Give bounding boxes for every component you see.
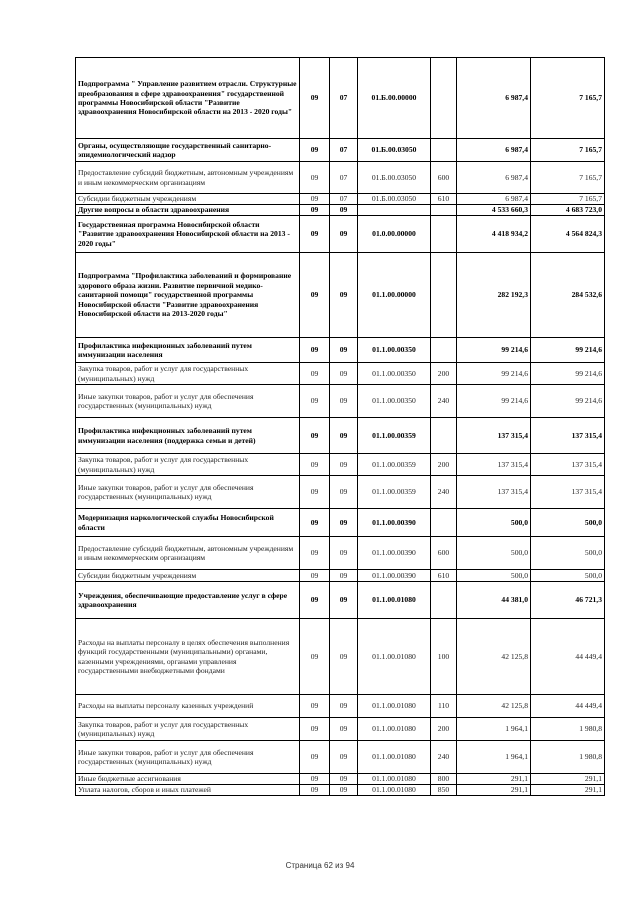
cell-name: Предоставление субсидий бюджетным, автономным учреждениям и иным некоммерческим организациям — [76, 537, 300, 570]
cell-amount-year2: 1 980,8 — [531, 718, 605, 741]
cell-section: 09 — [300, 194, 330, 205]
page-footer — [0, 861, 640, 870]
cell-amount-year2: 500,0 — [531, 570, 605, 582]
cell-amount-year1: 99 214,6 — [457, 363, 531, 385]
cell-section: 09 — [300, 454, 330, 476]
cell-section: 09 — [300, 139, 330, 162]
cell-section: 09 — [300, 162, 330, 194]
cell-amount-year2: 46 721,3 — [531, 582, 605, 619]
cell-name: Органы, осуществляющие государственный санитарно-эпидемиологический надзор — [76, 139, 300, 162]
cell-section: 09 — [300, 476, 330, 509]
cell-subsection: 09 — [330, 338, 358, 363]
cell-amount-year1: 137 315,4 — [457, 454, 531, 476]
table-row — [76, 418, 605, 454]
cell-expense-type: 240 — [431, 476, 457, 509]
cell-subsection: 09 — [330, 570, 358, 582]
cell-section: 09 — [300, 570, 330, 582]
cell-target-article: 01.1.00.01080 — [358, 741, 431, 774]
cell-amount-year2: 44 449,4 — [531, 695, 605, 718]
cell-section: 09 — [300, 537, 330, 570]
cell-section: 09 — [300, 58, 330, 139]
cell-expense-type — [431, 253, 457, 338]
table-row — [76, 58, 605, 139]
cell-target-article: 01.1.00.01080 — [358, 619, 431, 695]
cell-section: 09 — [300, 741, 330, 774]
cell-amount-year2: 4 564 824,3 — [531, 216, 605, 253]
cell-subsection: 09 — [330, 741, 358, 774]
cell-name: Расходы на выплаты персоналу в целях обеспечения выполнения функций государственными (муниципальными) органами, казенными учреждениями, органами управления государственными внебюджетными фондами — [76, 619, 300, 695]
cell-section: 09 — [300, 338, 330, 363]
cell-amount-year2: 4 683 723,0 — [531, 205, 605, 216]
cell-expense-type: 240 — [431, 385, 457, 418]
cell-subsection: 09 — [330, 253, 358, 338]
cell-section: 09 — [300, 216, 330, 253]
cell-amount-year1: 137 315,4 — [457, 418, 531, 454]
cell-amount-year1: 4 533 660,3 — [457, 205, 531, 216]
cell-target-article: 01.1.00.00350 — [358, 385, 431, 418]
cell-subsection: 09 — [330, 363, 358, 385]
cell-amount-year1: 42 125,8 — [457, 695, 531, 718]
cell-name: Подпрограмма " Управление развитием отрасли. Структурные преобразования в сфере здравоохранения" государственной программы Новосибирской области "Развитие здравоохранения Новосибирской области на 2013 - 2020 годы" — [76, 58, 300, 139]
cell-target-article: 01.1.00.00350 — [358, 363, 431, 385]
table-row — [76, 139, 605, 162]
cell-subsection: 09 — [330, 476, 358, 509]
cell-name: Модернизация наркологической службы Новосибирской области — [76, 509, 300, 537]
cell-expense-type — [431, 139, 457, 162]
table-row — [76, 216, 605, 253]
cell-subsection: 09 — [330, 695, 358, 718]
table-row — [76, 582, 605, 619]
cell-amount-year2: 44 449,4 — [531, 619, 605, 695]
cell-amount-year1: 6 987,4 — [457, 139, 531, 162]
table-row — [76, 363, 605, 385]
cell-expense-type: 200 — [431, 363, 457, 385]
cell-amount-year1: 1 964,1 — [457, 718, 531, 741]
cell-amount-year1: 6 987,4 — [457, 58, 531, 139]
cell-section: 09 — [300, 774, 330, 785]
table-row — [76, 162, 605, 194]
table-row — [76, 695, 605, 718]
cell-amount-year2: 99 214,6 — [531, 363, 605, 385]
cell-amount-year2: 500,0 — [531, 509, 605, 537]
page-number: Страница 62 из 94 — [285, 861, 355, 870]
cell-name: Субсидии бюджетным учреждениям — [76, 570, 300, 582]
cell-amount-year1: 282 192,3 — [457, 253, 531, 338]
cell-target-article: 01.1.00.01080 — [358, 774, 431, 785]
cell-amount-year2: 7 165,7 — [531, 194, 605, 205]
cell-amount-year1: 99 214,6 — [457, 385, 531, 418]
cell-section: 09 — [300, 718, 330, 741]
cell-target-article: 01.1.00.00359 — [358, 454, 431, 476]
cell-expense-type — [431, 418, 457, 454]
cell-section: 09 — [300, 785, 330, 796]
cell-name: Уплата налогов, сборов и иных платежей — [76, 785, 300, 796]
table-row — [76, 619, 605, 695]
cell-amount-year2: 291,1 — [531, 785, 605, 796]
cell-expense-type: 610 — [431, 194, 457, 205]
cell-section: 09 — [300, 385, 330, 418]
cell-amount-year1: 291,1 — [457, 785, 531, 796]
cell-amount-year2: 7 165,7 — [531, 58, 605, 139]
cell-expense-type: 610 — [431, 570, 457, 582]
table-row — [76, 385, 605, 418]
cell-name: Подпрограмма "Профилактика заболеваний и формирование здорового образа жизни. Развитие первичной медико-санитарной помощи" государственной программы Новосибирской области "Развитие здравоохранения Новосибирской области на 2013-2020 годы" — [76, 253, 300, 338]
table-row — [76, 570, 605, 582]
cell-name: Другие вопросы в области здравоохранения — [76, 205, 300, 216]
cell-target-article: 01.Б.00.03050 — [358, 162, 431, 194]
cell-target-article: 01.0.00.00000 — [358, 216, 431, 253]
table-row — [76, 253, 605, 338]
cell-name: Иные бюджетные ассигнования — [76, 774, 300, 785]
cell-name: Закупка товаров, работ и услуг для государственных (муниципальных) нужд — [76, 363, 300, 385]
cell-expense-type: 240 — [431, 741, 457, 774]
cell-section: 09 — [300, 418, 330, 454]
cell-section: 09 — [300, 253, 330, 338]
cell-subsection: 07 — [330, 194, 358, 205]
table-row — [76, 785, 605, 796]
cell-amount-year2: 500,0 — [531, 537, 605, 570]
cell-expense-type — [431, 338, 457, 363]
cell-target-article: 01.1.00.00359 — [358, 476, 431, 509]
budget-table — [75, 57, 605, 796]
cell-section: 09 — [300, 619, 330, 695]
cell-subsection: 07 — [330, 58, 358, 139]
cell-amount-year1: 99 214,6 — [457, 338, 531, 363]
cell-expense-type — [431, 509, 457, 537]
cell-amount-year2: 284 532,6 — [531, 253, 605, 338]
table-row — [76, 537, 605, 570]
cell-amount-year1: 42 125,8 — [457, 619, 531, 695]
cell-subsection: 09 — [330, 216, 358, 253]
cell-amount-year2: 137 315,4 — [531, 418, 605, 454]
cell-amount-year2: 99 214,6 — [531, 385, 605, 418]
cell-name: Закупка товаров, работ и услуг для государственных (муниципальных) нужд — [76, 454, 300, 476]
cell-amount-year2: 7 165,7 — [531, 162, 605, 194]
cell-amount-year2: 137 315,4 — [531, 454, 605, 476]
cell-subsection: 09 — [330, 537, 358, 570]
table-row — [76, 194, 605, 205]
cell-name: Государственная программа Новосибирской области "Развитие здравоохранения Новосибирской области на 2013 - 2020 годы" — [76, 216, 300, 253]
cell-name: Предоставление субсидий бюджетным, автономным учреждениям и иным некоммерческим организациям — [76, 162, 300, 194]
cell-expense-type: 200 — [431, 718, 457, 741]
cell-amount-year1: 4 418 934,2 — [457, 216, 531, 253]
cell-expense-type — [431, 216, 457, 253]
table-row — [76, 476, 605, 509]
cell-amount-year1: 291,1 — [457, 774, 531, 785]
cell-expense-type: 100 — [431, 619, 457, 695]
cell-amount-year2: 7 165,7 — [531, 139, 605, 162]
cell-subsection: 07 — [330, 162, 358, 194]
cell-name: Закупка товаров, работ и услуг для государственных (муниципальных) нужд — [76, 718, 300, 741]
cell-expense-type: 850 — [431, 785, 457, 796]
cell-name: Иные закупки товаров, работ и услуг для обеспечения государственных (муниципальных) нужд — [76, 741, 300, 774]
cell-section: 09 — [300, 582, 330, 619]
cell-target-article: 01.1.00.00359 — [358, 418, 431, 454]
cell-expense-type: 600 — [431, 162, 457, 194]
cell-target-article: 01.Б.00.03050 — [358, 139, 431, 162]
cell-target-article: 01.1.00.00000 — [358, 253, 431, 338]
cell-amount-year2: 99 214,6 — [531, 338, 605, 363]
cell-name: Профилактика инфекционных заболеваний путем иммунизации населения (поддержка семьи и детей) — [76, 418, 300, 454]
cell-expense-type — [431, 58, 457, 139]
cell-expense-type: 200 — [431, 454, 457, 476]
cell-target-article: 01.1.00.01080 — [358, 582, 431, 619]
table-row — [76, 741, 605, 774]
cell-target-article: 01.1.00.00390 — [358, 509, 431, 537]
cell-name: Учреждения, обеспечивающие предоставление услуг в сфере здравоохранения — [76, 582, 300, 619]
cell-expense-type: 110 — [431, 695, 457, 718]
cell-expense-type — [431, 582, 457, 619]
cell-section: 09 — [300, 509, 330, 537]
cell-subsection: 09 — [330, 205, 358, 216]
table-row — [76, 454, 605, 476]
cell-subsection: 09 — [330, 418, 358, 454]
cell-target-article: 01.1.00.01080 — [358, 695, 431, 718]
cell-subsection: 09 — [330, 454, 358, 476]
cell-target-article: 01.1.00.01080 — [358, 785, 431, 796]
table-row — [76, 509, 605, 537]
cell-expense-type: 800 — [431, 774, 457, 785]
cell-target-article: 01.1.00.00390 — [358, 537, 431, 570]
cell-target-article: 01.Б.00.03050 — [358, 194, 431, 205]
table-row — [76, 774, 605, 785]
table-row — [76, 205, 605, 216]
cell-section: 09 — [300, 695, 330, 718]
cell-subsection: 09 — [330, 582, 358, 619]
cell-amount-year1: 6 987,4 — [457, 194, 531, 205]
cell-subsection: 09 — [330, 785, 358, 796]
cell-section: 09 — [300, 363, 330, 385]
cell-name: Субсидии бюджетным учреждениям — [76, 194, 300, 205]
table-row — [76, 338, 605, 363]
cell-target-article — [358, 205, 431, 216]
cell-amount-year1: 44 381,0 — [457, 582, 531, 619]
cell-target-article: 01.1.00.00390 — [358, 570, 431, 582]
table-body — [76, 58, 605, 796]
cell-name: Профилактика инфекционных заболеваний путем иммунизации населения — [76, 338, 300, 363]
cell-amount-year1: 500,0 — [457, 537, 531, 570]
cell-name: Расходы на выплаты персоналу казенных учреждений — [76, 695, 300, 718]
cell-expense-type — [431, 205, 457, 216]
cell-subsection: 09 — [330, 718, 358, 741]
cell-amount-year1: 6 987,4 — [457, 162, 531, 194]
cell-amount-year2: 291,1 — [531, 774, 605, 785]
table-row — [76, 718, 605, 741]
cell-amount-year2: 1 980,8 — [531, 741, 605, 774]
cell-expense-type: 600 — [431, 537, 457, 570]
cell-subsection: 09 — [330, 509, 358, 537]
cell-amount-year1: 1 964,1 — [457, 741, 531, 774]
cell-subsection: 07 — [330, 139, 358, 162]
cell-target-article: 01.1.00.01080 — [358, 718, 431, 741]
cell-target-article: 01.Б.00.00000 — [358, 58, 431, 139]
cell-subsection: 09 — [330, 619, 358, 695]
cell-target-article: 01.1.00.00350 — [358, 338, 431, 363]
cell-amount-year1: 500,0 — [457, 570, 531, 582]
cell-amount-year1: 137 315,4 — [457, 476, 531, 509]
cell-name: Иные закупки товаров, работ и услуг для обеспечения государственных (муниципальных) нужд — [76, 476, 300, 509]
cell-name: Иные закупки товаров, работ и услуг для обеспечения государственных (муниципальных) нужд — [76, 385, 300, 418]
cell-amount-year2: 137 315,4 — [531, 476, 605, 509]
cell-subsection: 09 — [330, 774, 358, 785]
cell-amount-year1: 500,0 — [457, 509, 531, 537]
cell-subsection: 09 — [330, 385, 358, 418]
cell-section: 09 — [300, 205, 330, 216]
